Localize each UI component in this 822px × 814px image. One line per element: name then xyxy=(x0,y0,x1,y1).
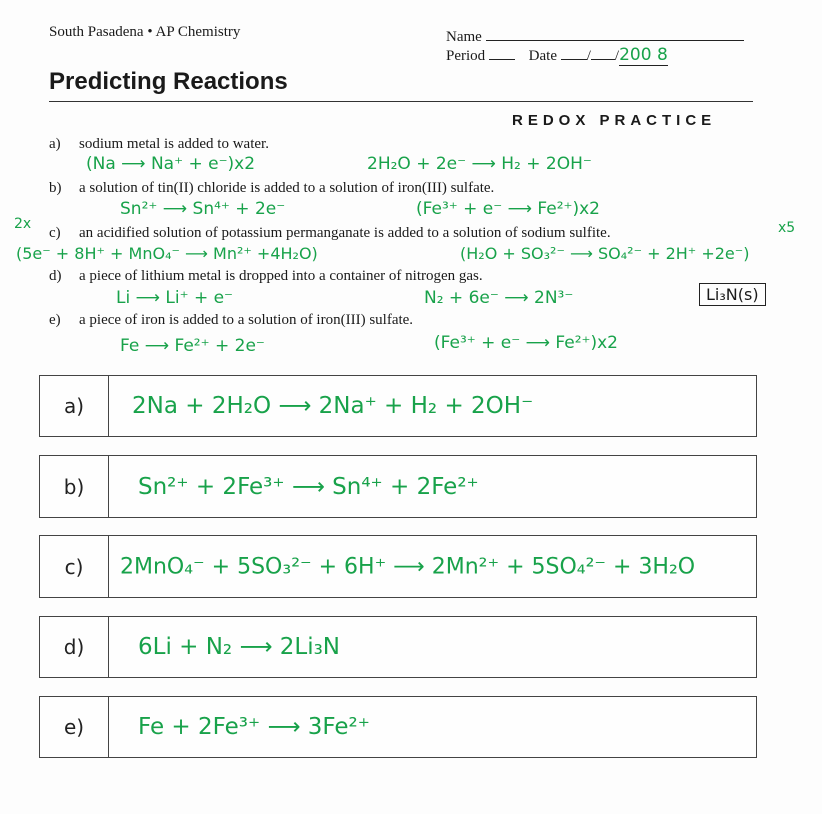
period-date-row xyxy=(446,45,668,65)
name-label: Name xyxy=(446,29,482,45)
date-day-blank xyxy=(591,45,615,60)
school-course-label: South Pasadena • AP Chemistry xyxy=(49,24,241,40)
answer-label-c: c) xyxy=(40,536,109,597)
period-label: Period xyxy=(446,48,486,64)
work-d-reduction: N₂ + 6e⁻ ⟶ 2N³⁻ xyxy=(424,288,574,308)
answer-box-e xyxy=(39,696,757,758)
answer-box-b xyxy=(39,455,757,518)
period-blank xyxy=(489,45,515,60)
work-b-reduction: (Fe³⁺ + e⁻ ⟶ Fe²⁺)x2 xyxy=(416,199,600,219)
section-title: REDOX PRACTICE xyxy=(512,112,717,129)
answer-label-e: e) xyxy=(40,697,109,757)
question-letter-d: d) xyxy=(49,268,62,284)
answer-equation-a: 2Na + 2H₂O ⟶ 2Na⁺ + H₂ + 2OH⁻ xyxy=(132,393,534,419)
question-text-c: an acidified solution of potassium permanganate is added to a solution of sodium sulfite. xyxy=(79,225,611,241)
answer-equation-d: 6Li + N₂ ⟶ 2Li₃N xyxy=(138,634,341,660)
work-c-multiplier-left: 2x xyxy=(14,216,32,232)
date-month-blank xyxy=(561,45,587,60)
work-a-reduction: 2H₂O + 2e⁻ ⟶ H₂ + 2OH⁻ xyxy=(367,154,592,174)
work-e-reduction: (Fe³⁺ + e⁻ ⟶ Fe²⁺)x2 xyxy=(434,333,618,353)
question-letter-a: a) xyxy=(49,136,61,152)
answer-equation-c: 2MnO₄⁻ + 5SO₃²⁻ + 6H⁺ ⟶ 2Mn²⁺ + 5SO₄²⁻ + 3H₂O xyxy=(120,554,696,579)
question-text-b: a solution of tin(II) chloride is added to a solution of iron(III) sulfate. xyxy=(79,180,495,196)
date-year-handwritten: 200 8 xyxy=(619,45,668,65)
question-text-e: a piece of iron is added to a solution of iron(III) sulfate. xyxy=(79,312,414,328)
question-text-a: sodium metal is added to water. xyxy=(79,136,269,152)
work-a-oxidation: (Na ⟶ Na⁺ + e⁻)x2 xyxy=(86,154,256,174)
date-label: Date xyxy=(528,48,557,64)
work-c-reduction: (5e⁻ + 8H⁺ + MnO₄⁻ ⟶ Mn²⁺ +4H₂O) xyxy=(16,244,318,263)
answer-box-c xyxy=(39,535,757,598)
question-letter-e: e) xyxy=(49,312,61,328)
question-text-d: a piece of lithium metal is dropped into a container of nitrogen gas. xyxy=(79,268,483,284)
name-field xyxy=(446,26,744,46)
work-c-multiplier-right: x5 xyxy=(778,220,796,236)
work-b-oxidation: Sn²⁺ ⟶ Sn⁴⁺ + 2e⁻ xyxy=(120,199,286,219)
work-c-oxidation: (H₂O + SO₃²⁻ ⟶ SO₄²⁻ + 2H⁺ +2e⁻) xyxy=(460,244,750,263)
date-separator: / xyxy=(586,48,591,64)
answer-label-b: b) xyxy=(40,456,109,517)
work-e-oxidation: Fe ⟶ Fe²⁺ + 2e⁻ xyxy=(120,336,265,356)
answer-equation-b: Sn²⁺ + 2Fe³⁺ ⟶ Sn⁴⁺ + 2Fe²⁺ xyxy=(138,473,479,500)
answer-equation-e: Fe + 2Fe³⁺ ⟶ 3Fe²⁺ xyxy=(138,714,370,740)
page-title: Predicting Reactions xyxy=(49,68,288,95)
answer-label-d: d) xyxy=(40,617,109,677)
question-letter-c: c) xyxy=(49,225,61,241)
answer-box-a xyxy=(39,375,757,437)
name-blank-line xyxy=(486,26,744,41)
date-separator: / xyxy=(614,48,620,64)
answer-box-d xyxy=(39,616,757,678)
work-d-oxidation: Li ⟶ Li⁺ + e⁻ xyxy=(116,288,234,308)
work-d-product-box: Li₃N(s) xyxy=(699,283,766,306)
title-rule xyxy=(49,101,753,102)
question-letter-b: b) xyxy=(49,180,62,196)
answer-label-a: a) xyxy=(40,376,109,436)
